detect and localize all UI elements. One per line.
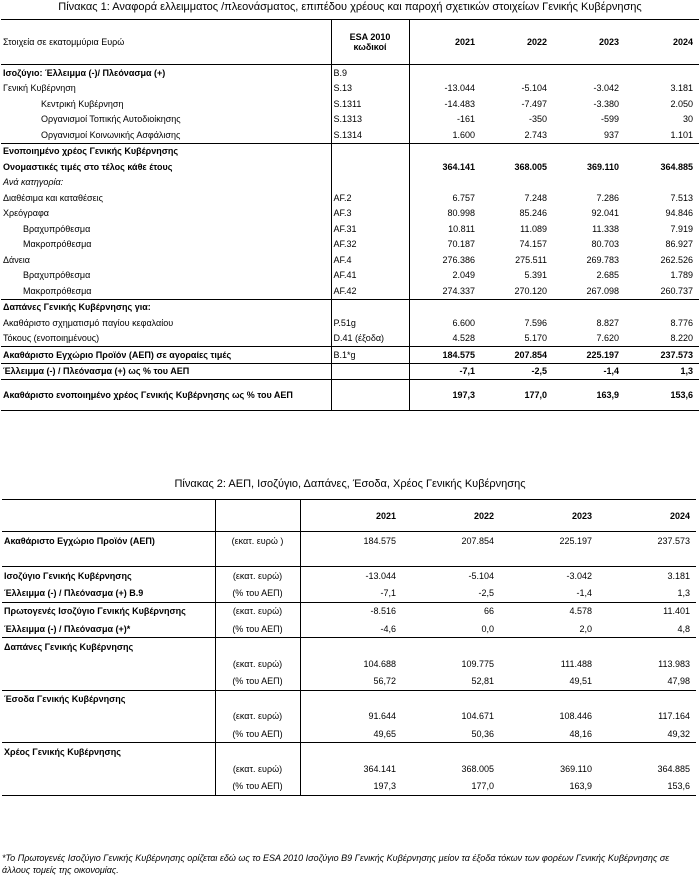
value-cell: 7.513 <box>670 192 693 203</box>
row-label: Δάνεια <box>3 254 30 265</box>
row-label: Βραχυπρόθεσμα <box>23 223 91 234</box>
esa-code <box>331 363 409 380</box>
value-cell: 274.337 <box>442 285 475 296</box>
row-label: Έλλειμμα (-) / Πλεόνασμα (+) Β.9 <box>4 588 144 599</box>
row-label: Ονομαστικές τιμές στο τέλος κάθε έτους <box>3 161 173 172</box>
row-label: Ακαθάριστο σχηματισμό παγίου κεφαλαίου <box>3 317 174 328</box>
value-cell: 163,9 <box>500 778 598 796</box>
header-year: 2023 <box>553 20 625 65</box>
esa-code: S.1314 <box>331 127 409 143</box>
header-year: 2021 <box>409 20 481 65</box>
value-cell <box>300 638 402 656</box>
value-cell: 267.098 <box>586 285 619 296</box>
value-cell <box>625 65 699 81</box>
value-cell <box>598 549 696 567</box>
value-cell: 197,3 <box>409 380 481 411</box>
value-cell: 368.005 <box>461 764 494 775</box>
table-row <box>2 638 696 656</box>
header-year: 2022 <box>481 20 553 65</box>
value-cell: 369.110 <box>586 161 619 172</box>
value-cell: 3.181 <box>670 83 693 94</box>
value-cell: 50,36 <box>471 728 494 739</box>
table1-title: Πίνακας 1: Αναφορά ελλειμματος /πλεονάσματος, επιπέδου χρέους και παροχή σχετικών στοιχείων Γενικής Κυβέρνησης <box>58 1 642 13</box>
value-cell <box>625 175 699 191</box>
value-cell: 1,3 <box>625 363 699 380</box>
table-row <box>1 96 699 112</box>
row-label <box>2 778 215 796</box>
table-row <box>1 65 699 81</box>
value-cell <box>409 299 481 315</box>
value-cell: 276.386 <box>442 254 475 265</box>
row-label: Μακροπρόθεσμα <box>23 285 92 296</box>
unit-label: (εκατ. ευρώ) <box>215 655 300 672</box>
footnote: *Το Πρωτογενές Ισοζύγιο Γενικής Κυβέρνησης ορίζεται εδώ ως το ESA 2010 Ισοζύγιο Β9 Γενικής Κυβέρνησης μείον τα έξοδα τόκων των φορέων Γενικής Κυβέρνησης σε άλλους τομείς της οικονομίας. <box>2 853 670 875</box>
value-cell <box>402 549 500 567</box>
unit-label: (εκατ. ευρώ) <box>215 567 300 585</box>
value-cell <box>481 299 553 315</box>
value-cell <box>500 743 598 761</box>
value-cell: 364.885 <box>660 161 693 172</box>
value-cell: 6.600 <box>452 317 475 328</box>
value-cell: 184.575 <box>300 532 402 550</box>
table-row <box>2 532 696 550</box>
value-cell: -1,4 <box>576 588 592 599</box>
table-row <box>2 549 696 567</box>
value-cell: -3.380 <box>593 98 619 109</box>
esa-code <box>331 175 409 191</box>
table-row <box>2 743 696 761</box>
value-cell: 207.854 <box>481 347 553 364</box>
value-cell: 237.573 <box>598 532 696 550</box>
row-label <box>2 708 215 725</box>
value-cell: 197,3 <box>300 778 402 796</box>
table-row <box>1 190 699 206</box>
value-cell: 269.783 <box>586 254 619 265</box>
value-cell: -13.044 <box>300 567 402 585</box>
value-cell: 2.685 <box>596 270 619 281</box>
value-cell <box>598 638 696 656</box>
esa-code: AF.42 <box>331 283 409 299</box>
value-cell <box>625 299 699 315</box>
value-cell: 8.776 <box>670 317 693 328</box>
value-cell: 47,98 <box>667 676 690 687</box>
row-label: Πρωτογενές Ισοζύγιο Γενικής Κυβέρνησης <box>2 602 215 620</box>
esa-code: AF.41 <box>331 268 409 284</box>
value-cell: 80.703 <box>591 239 619 250</box>
value-cell: -3.042 <box>500 567 598 585</box>
value-cell: 11.401 <box>598 602 696 620</box>
value-cell: -4,6 <box>380 623 396 634</box>
value-cell: 111.488 <box>560 658 592 669</box>
table-row <box>1 127 699 143</box>
row-label: Διαθέσιμα και καταθέσεις <box>3 192 103 203</box>
value-cell: 56,72 <box>373 676 396 687</box>
value-cell: 2.049 <box>452 270 475 281</box>
value-cell: 74.157 <box>519 239 547 250</box>
row-label <box>2 549 215 567</box>
value-cell: -1,4 <box>553 363 625 380</box>
header-code-line1: ESA 2010 <box>349 32 391 42</box>
value-cell <box>500 690 598 708</box>
value-cell: -5.104 <box>521 83 547 94</box>
gdp-balance-table <box>2 499 696 796</box>
unit-label <box>215 743 300 761</box>
value-cell: -2,5 <box>478 588 494 599</box>
header-code-line2: κωδικοί <box>353 42 387 52</box>
esa-code: P.51g <box>331 315 409 331</box>
value-cell: 364.141 <box>363 764 396 775</box>
table-row <box>2 690 696 708</box>
value-cell <box>402 690 500 708</box>
value-cell: 10.811 <box>448 223 475 234</box>
value-cell: -13.044 <box>444 83 475 94</box>
esa-code <box>331 380 409 411</box>
row-label: Ακαθάριστο Εγχώριο Προϊόν (ΑΕΠ) <box>2 532 215 550</box>
table-row <box>1 112 699 128</box>
value-cell: 275.511 <box>515 254 547 265</box>
esa-code <box>331 299 409 315</box>
row-label: Χρεόγραφα <box>3 208 50 219</box>
row-label: Ισοζύγιο: Έλλειμμα (-)/ Πλεόνασμα (+) <box>1 65 331 81</box>
value-cell: -5.104 <box>402 567 500 585</box>
esa-code <box>331 143 409 159</box>
table-row <box>1 347 699 364</box>
value-cell <box>481 175 553 191</box>
row-label: Οργανισμοί Κοινωνικής Ασφάλισης <box>41 129 181 140</box>
value-cell: -14.483 <box>444 98 475 109</box>
row-label <box>2 673 215 691</box>
unit-label: (% του ΑΕΠ) <box>215 725 300 743</box>
value-cell: 85.246 <box>519 208 547 219</box>
deficit-debt-table <box>1 19 699 411</box>
row-label: Τόκους (ενοποιημένους) <box>3 333 100 344</box>
value-cell <box>553 175 625 191</box>
esa-code: S.1311 <box>331 96 409 112</box>
row-label: Μακροπρόθεσμα <box>23 239 92 250</box>
row-label: Οργανισμοί Τοπικής Αυτοδιοίκησης <box>41 114 181 125</box>
esa-code: S.1313 <box>331 112 409 128</box>
value-cell: 30 <box>682 114 693 125</box>
unit-label: (εκατ. ευρώ) <box>215 760 300 777</box>
table-row <box>2 567 696 585</box>
row-label: Δαπάνες Γενικής Κυβέρνησης <box>2 638 215 656</box>
value-cell: 369.110 <box>560 764 592 775</box>
table-row <box>2 655 696 672</box>
unit-label: (εκατ. ευρώ) <box>215 602 300 620</box>
value-cell: 4.528 <box>452 333 475 344</box>
value-cell: 364.885 <box>657 764 690 775</box>
value-cell: 8.220 <box>670 333 693 344</box>
unit-label <box>215 638 300 656</box>
value-cell: 368.005 <box>514 161 547 172</box>
value-cell <box>553 299 625 315</box>
value-cell <box>481 143 553 159</box>
value-cell: 11.089 <box>520 223 547 234</box>
value-cell <box>402 638 500 656</box>
row-label: Γενική Κυβέρνηση <box>3 83 76 94</box>
value-cell: 52,81 <box>471 676 494 687</box>
table-row <box>2 760 696 777</box>
esa-code: AF.32 <box>331 237 409 253</box>
value-cell: 5.391 <box>524 270 547 281</box>
value-cell: -161 <box>456 114 475 125</box>
value-cell: -7,1 <box>409 363 481 380</box>
row-label: Έσοδα Γενικής Κυβέρνησης <box>2 690 215 708</box>
unit-label: (% του ΑΕΠ) <box>215 585 300 603</box>
table-row <box>1 81 699 97</box>
esa-code: B.1*g <box>331 347 409 364</box>
value-cell: 92.041 <box>591 208 619 219</box>
value-cell: 364.141 <box>442 161 475 172</box>
header-year: 2024 <box>625 20 699 65</box>
unit-label <box>215 549 300 567</box>
row-label: Χρέος Γενικής Κυβέρνησης <box>2 743 215 761</box>
value-cell: 80.998 <box>447 208 475 219</box>
value-cell: 91.644 <box>368 711 396 722</box>
value-cell <box>553 65 625 81</box>
value-cell: 104.671 <box>461 711 494 722</box>
row-label <box>2 760 215 777</box>
header-year: 2022 <box>402 500 500 532</box>
value-cell: 153,6 <box>625 380 699 411</box>
value-cell: 49,32 <box>667 728 690 739</box>
value-cell: 184.575 <box>409 347 481 364</box>
header-year: 2021 <box>300 500 402 532</box>
value-cell <box>300 690 402 708</box>
value-cell: 153,6 <box>598 778 696 796</box>
table1-header-row <box>1 20 699 65</box>
table-row <box>2 585 696 603</box>
row-label <box>2 655 215 672</box>
value-cell: 2.743 <box>524 129 547 140</box>
value-cell <box>409 175 481 191</box>
esa-code: S.13 <box>331 81 409 97</box>
table2-title: Πίνακας 2: ΑΕΠ, Ισοζύγιο, Δαπάνες, Έσοδα, Χρέος Γενικής Κυβέρνησης <box>174 478 526 490</box>
value-cell: -8.516 <box>300 602 402 620</box>
table-row <box>2 725 696 743</box>
esa-code: AF.3 <box>331 206 409 222</box>
value-cell: 117.164 <box>658 711 690 722</box>
esa-code: AF.31 <box>331 221 409 237</box>
value-cell: 86.927 <box>665 239 693 250</box>
header-year: 2023 <box>500 500 598 532</box>
row-label: Ακαθάριστο ενοποιημένο χρέος Γενικής Κυβέρνησης ως % του ΑΕΠ <box>1 380 331 411</box>
value-cell <box>553 143 625 159</box>
header-year: 2024 <box>598 500 696 532</box>
value-cell: 4.578 <box>500 602 598 620</box>
value-cell: 49,65 <box>373 728 396 739</box>
value-cell: 108.446 <box>559 711 592 722</box>
value-cell: 7.596 <box>524 317 547 328</box>
header-unit-blank <box>215 500 300 532</box>
table2-header-row <box>2 500 696 532</box>
value-cell: 4,8 <box>677 623 690 634</box>
value-cell: 1.600 <box>452 129 475 140</box>
header-code <box>331 20 409 65</box>
value-cell <box>598 690 696 708</box>
value-cell: 48,16 <box>569 728 592 739</box>
row-label: Κεντρική Κυβέρνηση <box>41 98 124 109</box>
table-row <box>1 331 699 347</box>
value-cell: 5.170 <box>524 333 547 344</box>
value-cell: 94.846 <box>665 208 693 219</box>
value-cell <box>500 638 598 656</box>
value-cell: 7.919 <box>670 223 693 234</box>
value-cell: 1,3 <box>677 588 690 599</box>
value-cell: -7.497 <box>521 98 547 109</box>
value-cell: -599 <box>600 114 619 125</box>
value-cell: 225.197 <box>500 532 598 550</box>
unit-label: (εκατ. ευρώ ) <box>215 532 300 550</box>
value-cell: 2.050 <box>670 98 693 109</box>
value-cell: -2,5 <box>481 363 553 380</box>
value-cell: 177,0 <box>402 778 500 796</box>
value-cell <box>402 743 500 761</box>
value-cell: 937 <box>603 129 619 140</box>
value-cell <box>300 549 402 567</box>
table-row <box>2 673 696 691</box>
value-cell: 237.573 <box>625 347 699 364</box>
table-row <box>2 708 696 725</box>
row-label: Έλλειμμα (-) / Πλεόνασμα (+) ως % του ΑΕΠ <box>1 363 331 380</box>
header-label: Στοιχεία σε εκατομμύρια Ευρώ <box>1 20 331 65</box>
value-cell <box>500 549 598 567</box>
table-row <box>2 602 696 620</box>
table-row <box>1 299 699 315</box>
header-blank <box>2 500 215 532</box>
value-cell: 70.187 <box>447 239 475 250</box>
unit-label: (% του ΑΕΠ) <box>215 673 300 691</box>
table-row <box>1 221 699 237</box>
unit-label: (εκατ. ευρώ) <box>215 708 300 725</box>
table-row <box>1 380 699 411</box>
table-row <box>1 159 699 175</box>
value-cell: 11.338 <box>592 223 619 234</box>
table-row <box>1 237 699 253</box>
value-cell: 49,51 <box>569 676 592 687</box>
row-label: Ενοποιημένο χρέος Γενικής Κυβέρνησης <box>1 143 331 159</box>
esa-code <box>331 159 409 175</box>
value-cell: 270.120 <box>514 285 547 296</box>
value-cell: 6.757 <box>452 192 475 203</box>
table-row <box>2 778 696 796</box>
esa-code: B.9 <box>331 65 409 81</box>
table-row <box>1 268 699 284</box>
row-label: Ανά κατηγορία: <box>3 177 64 188</box>
value-cell: 7.620 <box>596 333 619 344</box>
table-row <box>1 175 699 191</box>
row-label: Ακαθάριστο Εγχώριο Προϊόν (ΑΕΠ) σε αγοραίες τιμές <box>1 347 331 364</box>
value-cell: 260.737 <box>660 285 693 296</box>
value-cell: 207.854 <box>402 532 500 550</box>
value-cell: 177,0 <box>481 380 553 411</box>
value-cell: 262.526 <box>660 254 693 265</box>
value-cell: 109.775 <box>461 658 494 669</box>
table-row <box>1 206 699 222</box>
value-cell: 3.181 <box>598 567 696 585</box>
value-cell: 2,0 <box>579 623 592 634</box>
value-cell: 113.983 <box>658 658 690 669</box>
value-cell <box>300 743 402 761</box>
value-cell: 7.248 <box>524 192 547 203</box>
value-cell: -7,1 <box>380 588 396 599</box>
value-cell: 225.197 <box>553 347 625 364</box>
value-cell <box>409 143 481 159</box>
value-cell: 0,0 <box>481 623 494 634</box>
unit-label: (% του ΑΕΠ) <box>215 620 300 638</box>
value-cell: -350 <box>528 114 547 125</box>
table-row <box>2 620 696 638</box>
value-cell <box>625 143 699 159</box>
table-row <box>1 252 699 268</box>
row-label <box>2 725 215 743</box>
row-label: Έλλειμμα (-) / Πλεόνασμα (+)* <box>4 623 131 634</box>
row-label: Βραχυπρόθεσμα <box>23 270 91 281</box>
row-label: Ισοζύγιο Γενικής Κυβέρνησης <box>2 567 215 585</box>
value-cell: 1.101 <box>670 129 693 140</box>
value-cell: 66 <box>402 602 500 620</box>
esa-code: AF.2 <box>331 190 409 206</box>
value-cell: 163,9 <box>553 380 625 411</box>
value-cell <box>598 743 696 761</box>
unit-label <box>215 690 300 708</box>
value-cell <box>481 65 553 81</box>
value-cell: 7.286 <box>596 192 619 203</box>
value-cell: 8.827 <box>596 317 619 328</box>
esa-code: D.41 (έξοδα) <box>331 331 409 347</box>
value-cell: 1.789 <box>670 270 693 281</box>
esa-code: AF.4 <box>331 252 409 268</box>
table-row <box>1 143 699 159</box>
value-cell: -3.042 <box>593 83 619 94</box>
table-row <box>1 363 699 380</box>
row-label: Δαπάνες Γενικής Κυβέρνησης για: <box>1 299 331 315</box>
table-row <box>1 315 699 331</box>
value-cell <box>409 65 481 81</box>
value-cell: 104.688 <box>363 658 396 669</box>
unit-label: (% του ΑΕΠ) <box>215 778 300 796</box>
table-row <box>1 283 699 299</box>
